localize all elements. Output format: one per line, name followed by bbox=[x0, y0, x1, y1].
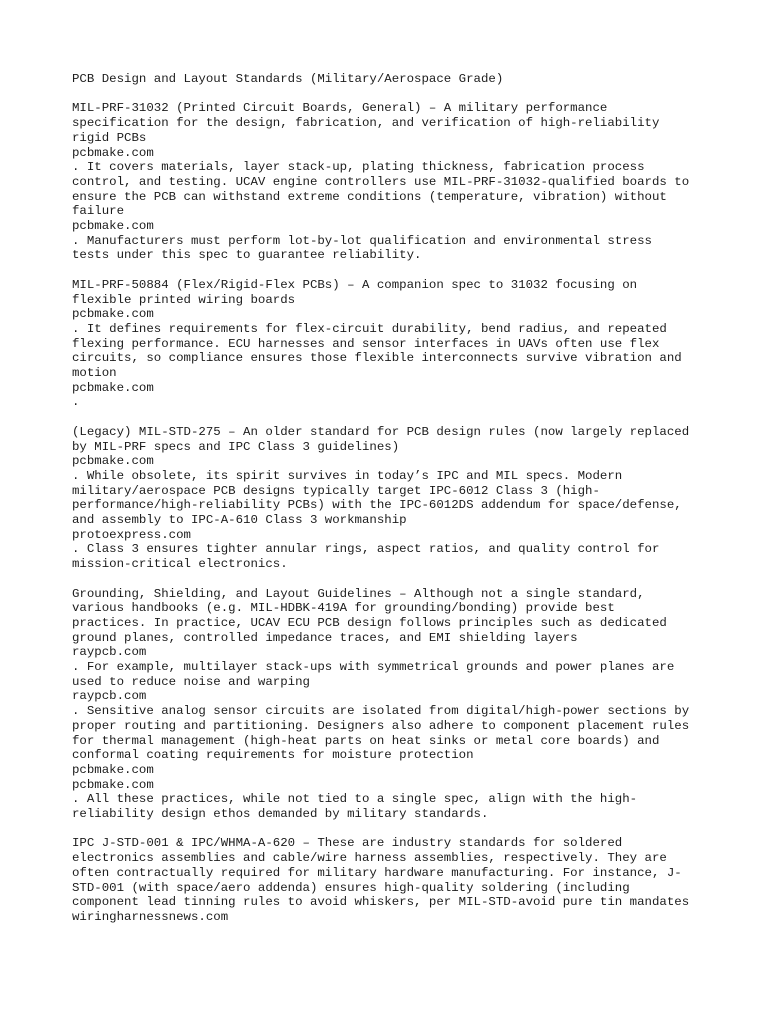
text-line: practices. In practice, UCAV ECU PCB design follows principles such as dedicated bbox=[72, 615, 667, 630]
text-line: . Manufacturers must perform lot-by-lot qualification and environmental stress bbox=[72, 233, 652, 248]
document-section bbox=[72, 278, 712, 410]
text-line: proper routing and partitioning. Designers also adhere to component placement rules bbox=[72, 718, 690, 733]
text-line: used to reduce noise and warping bbox=[72, 674, 310, 689]
text-line: MIL-PRF-31032 (Printed Circuit Boards, General) – A military performance bbox=[72, 101, 608, 116]
text-line: often contractually required for military hardware manufacturing. For instance, J- bbox=[72, 865, 682, 880]
text-line: component lead tinning rules to avoid whiskers, per MIL-STD-avoid pure tin mandates bbox=[72, 895, 690, 910]
text-line: wiringharnessnews.com bbox=[72, 910, 229, 924]
document-section bbox=[72, 836, 712, 924]
text-line: reliability design ethos demanded by military standards. bbox=[72, 807, 489, 822]
text-line: performance/high-reliability PCBs) with the IPC-6012DS addendum for space/defense, bbox=[72, 498, 682, 513]
text-line: . It covers materials, layer stack-up, plating thickness, fabrication process bbox=[72, 160, 645, 175]
text-line: ensure the PCB can withstand extreme conditions (temperature, vibration) without bbox=[72, 189, 667, 204]
text-line: specification for the design, fabrication, and verification of high-reliability bbox=[72, 116, 660, 131]
text-line: motion bbox=[72, 366, 117, 381]
text-line: pcbmake.com bbox=[72, 219, 154, 234]
text-line: electronics assemblies and cable/wire harness assemblies, respectively. They are bbox=[72, 851, 667, 866]
text-line: circuits, so compliance ensures those flexible interconnects survive vibration and bbox=[72, 351, 682, 366]
document-section bbox=[72, 101, 712, 263]
text-line: MIL-PRF-50884 (Flex/Rigid-Flex PCBs) – A companion spec to 31032 focusing on bbox=[72, 277, 638, 292]
text-line: ground planes, controlled impedance traces, and EMI shielding layers bbox=[72, 630, 578, 645]
text-line: mission-critical electronics. bbox=[72, 557, 288, 572]
text-line: . While obsolete, its spirit survives in today’s IPC and MIL specs. Modern bbox=[72, 468, 623, 483]
text-line: (Legacy) MIL-STD-275 – An older standard for PCB design rules (now largely replaced bbox=[72, 424, 690, 439]
text-line: . For example, multilayer stack-ups with symmetrical grounds and power planes are bbox=[72, 660, 675, 675]
text-line: rigid PCBs bbox=[72, 130, 147, 145]
document-section bbox=[72, 587, 712, 822]
document-section bbox=[72, 425, 712, 572]
text-line: pcbmake.com bbox=[72, 454, 154, 469]
text-line: military/aerospace PCB designs typically target IPC-6012 Class 3 (high- bbox=[72, 483, 600, 498]
text-line: . bbox=[72, 395, 80, 410]
document-page bbox=[72, 72, 712, 939]
document-body bbox=[72, 101, 712, 924]
text-line: raypcb.com bbox=[72, 689, 147, 704]
text-line: and assembly to IPC-A-610 Class 3 workmanship bbox=[72, 513, 407, 528]
text-line: tests under this spec to guarantee reliability. bbox=[72, 248, 422, 263]
text-line: pcbmake.com bbox=[72, 380, 154, 395]
text-line: failure bbox=[72, 204, 125, 219]
text-line: conformal coating requirements for moisture protection bbox=[72, 748, 474, 763]
text-line: . All these practices, while not tied to a single spec, align with the high- bbox=[72, 792, 638, 807]
text-line: pcbmake.com bbox=[72, 762, 154, 777]
text-line: flexible printed wiring boards bbox=[72, 292, 296, 307]
text-line: Grounding, Shielding, and Layout Guidelines – Although not a single standard, bbox=[72, 586, 645, 601]
text-line: pcbmake.com bbox=[72, 307, 154, 322]
text-line: for thermal management (high-heat parts on heat sinks or metal core boards) and bbox=[72, 733, 660, 748]
document-title: PCB Design and Layout Standards (Military/Aerospace Grade) bbox=[72, 72, 504, 86]
text-line: flexing performance. ECU harnesses and sensor interfaces in UAVs often use flex bbox=[72, 336, 660, 351]
text-line: control, and testing. UCAV engine controllers use MIL-PRF-31032-qualified boards to bbox=[72, 174, 690, 189]
text-line: pcbmake.com bbox=[72, 777, 154, 792]
text-line: . Sensitive analog sensor circuits are isolated from digital/high-power sections by bbox=[72, 704, 690, 719]
text-line: IPC J-STD-001 & IPC/WHMA-A-620 – These are industry standards for soldered bbox=[72, 836, 623, 851]
text-line: . It defines requirements for flex-circuit durability, bend radius, and repeated bbox=[72, 321, 667, 336]
text-line: raypcb.com bbox=[72, 645, 147, 660]
text-line: by MIL-PRF specs and IPC Class 3 guidelines) bbox=[72, 439, 400, 454]
text-line: protoexpress.com bbox=[72, 527, 191, 542]
text-line: STD-001 (with space/aero addenda) ensures high-quality soldering (including bbox=[72, 880, 630, 895]
text-line: . Class 3 ensures tighter annular rings, aspect ratios, and quality control for bbox=[72, 542, 660, 557]
text-line: various handbooks (e.g. MIL-HDBK-419A for grounding/bonding) provide best bbox=[72, 601, 615, 616]
text-line: pcbmake.com bbox=[72, 145, 154, 160]
